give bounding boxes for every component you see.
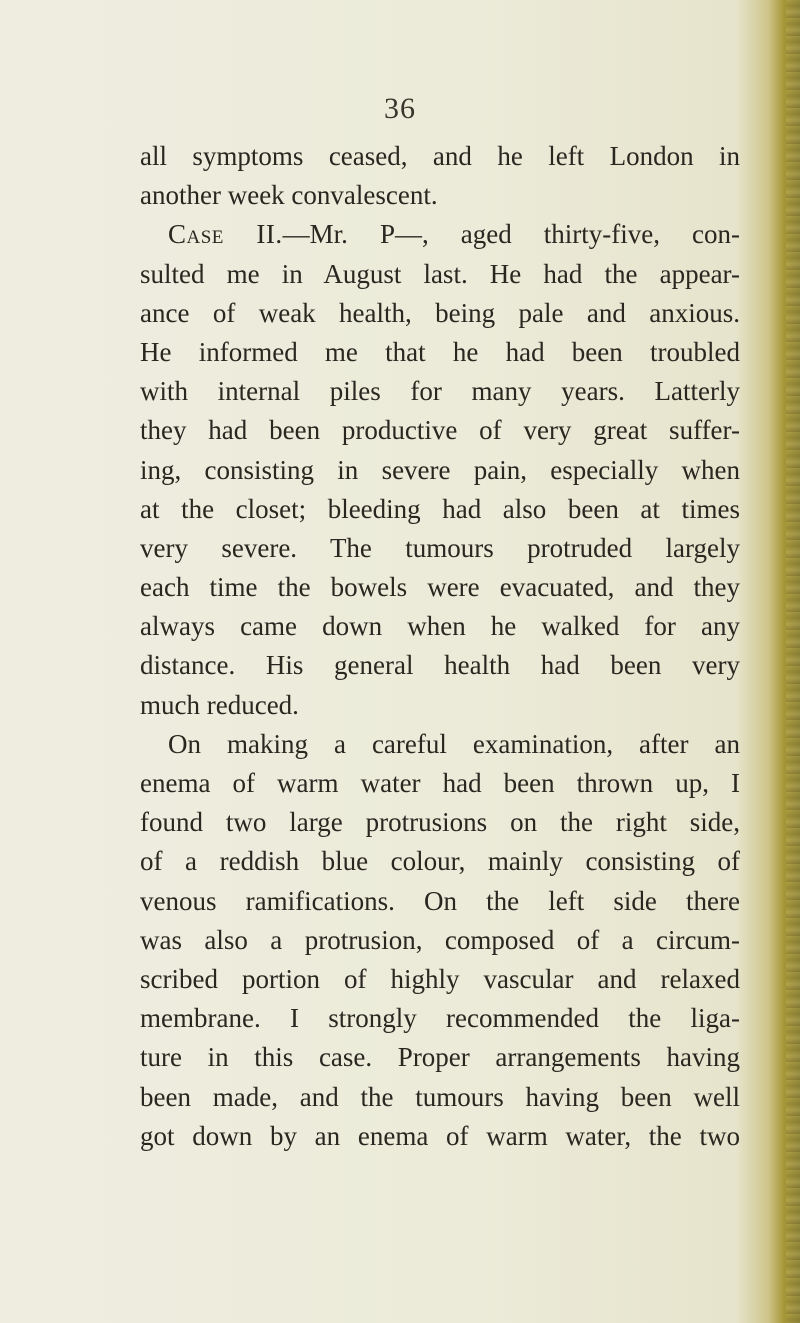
text-line: they had been productive of very great suffer-	[140, 415, 740, 446]
text-line-case-heading	[140, 215, 740, 254]
page-binding-edge	[786, 0, 800, 1323]
text-line: ance of weak health, being pale and anxious.	[140, 297, 740, 328]
text-line: been made, and the tumours having been well	[140, 1081, 740, 1112]
page-number: 36	[384, 92, 416, 125]
text-line: found two large protrusions on the right side,	[140, 807, 740, 838]
text-line: venous ramifications. On the left side there	[140, 885, 740, 916]
text-line: at the closet; bleeding had also been at times	[140, 493, 740, 524]
text-line: ing, consisting in severe pain, especially when	[140, 454, 740, 485]
text-line: of a reddish blue colour, mainly consisting of	[140, 846, 740, 877]
case-heading: Case II.	[168, 219, 283, 250]
text-line: all symptoms ceased, and he left London in	[140, 141, 740, 171]
text-line-body: —Mr. P—, aged thirty-five, con-	[282, 219, 740, 250]
text-line: enema of warm water had been thrown up, I	[140, 768, 740, 798]
text-line: always came down when he walked for any	[140, 611, 740, 642]
text-line: each time the bowels were evacuated, and they	[140, 572, 740, 603]
text-line: distance. His general health had been very	[140, 650, 740, 681]
text-line: with internal piles for many years. Latterly	[140, 376, 740, 407]
text-line: On making a careful examination, after an	[168, 728, 740, 759]
body-text	[140, 137, 740, 1156]
text-line: was also a protrusion, composed of a circum-	[140, 924, 740, 955]
text-line: scribed portion of highly vascular and relaxed	[140, 963, 740, 994]
text-line: got down by an enema of warm water, the two	[140, 1120, 740, 1151]
text-line: much reduced.	[140, 689, 299, 720]
text-line: very severe. The tumours protruded largely	[140, 532, 740, 563]
text-line: another week convalescent.	[140, 180, 438, 211]
text-line: He informed me that he had been troubled	[140, 336, 740, 367]
text-line: sulted me in August last. He had the appear-	[140, 258, 740, 289]
text-line: membrane. I strongly recommended the liga-	[140, 1003, 740, 1034]
text-line: ture in this case. Proper arrangements having	[140, 1042, 740, 1073]
